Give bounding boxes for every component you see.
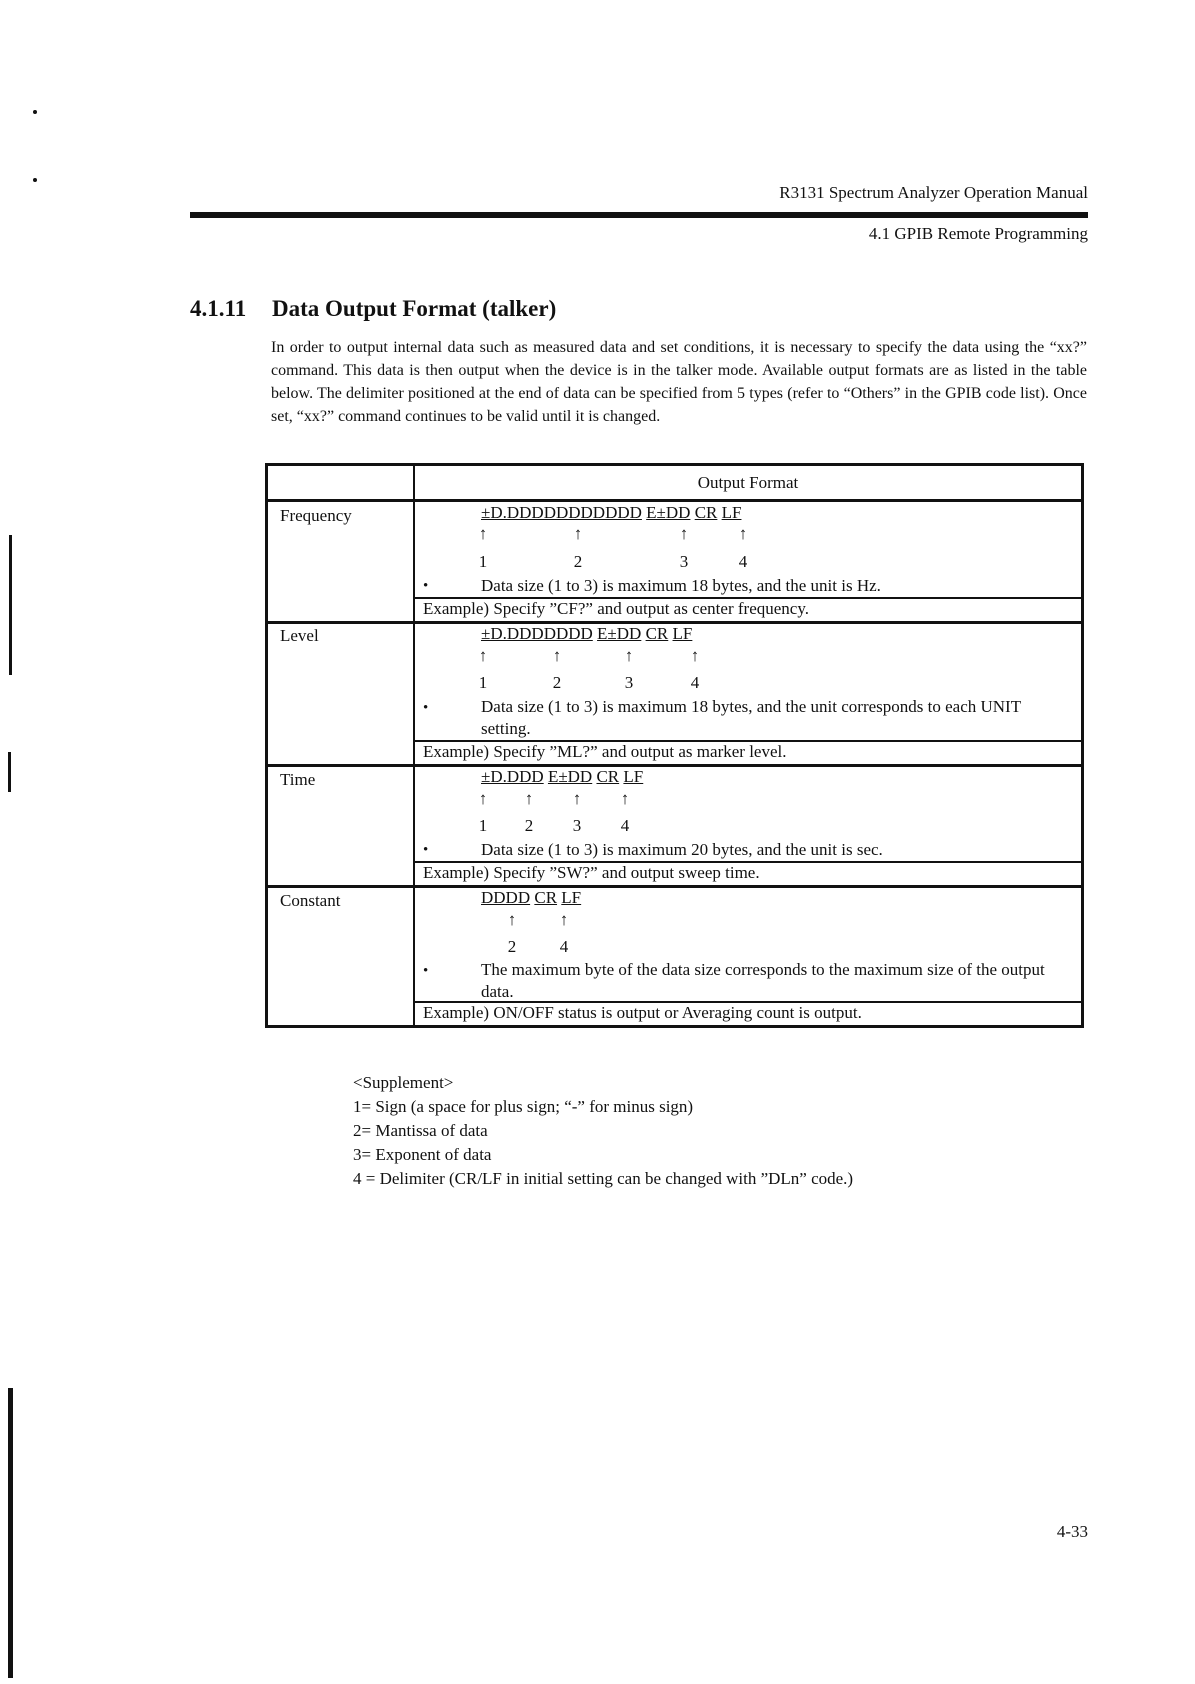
marker-number: 4 [738, 552, 748, 571]
format-example: Example) ON/OFF status is output or Averaging count is output. [423, 1003, 862, 1022]
marker-number: 4 [690, 673, 700, 692]
marker-number: 3 [624, 673, 634, 692]
format-cr: CR [694, 503, 718, 522]
scan-mark [8, 752, 11, 792]
format-note: Data size (1 to 3) is maximum 18 bytes, and the unit corresponds to each UNIT setting. [481, 697, 1021, 738]
marker-number: 2 [524, 816, 534, 835]
header-rule [268, 499, 1081, 502]
page-number: 4-33 [1056, 1522, 1088, 1541]
marker-number: 1 [478, 816, 488, 835]
section-heading [190, 296, 556, 322]
format-note: The maximum byte of the data size corresponds to the maximum size of the output data. [481, 960, 1045, 1001]
marker-number: 3 [679, 552, 689, 571]
format-note: Data size (1 to 3) is maximum 20 bytes, and the unit is sec. [481, 840, 883, 859]
supplement-item: 2= Mantissa of data [353, 1121, 488, 1140]
format-lf: LF [721, 503, 742, 522]
row-rule [268, 764, 1081, 767]
format-string [481, 888, 581, 908]
bullet-icon: • [423, 578, 429, 594]
format-lf: LF [672, 624, 693, 643]
format-exponent: E±DD [646, 503, 691, 522]
format-cr: CR [534, 888, 558, 907]
scan-mark [9, 535, 12, 675]
up-arrow-icon: ↑ [573, 524, 583, 543]
supplement-title: <Supplement> [353, 1073, 454, 1092]
up-arrow-icon: ↑ [552, 646, 562, 665]
up-arrow-icon: ↑ [478, 524, 488, 543]
format-lf: LF [561, 888, 582, 907]
up-arrow-icon: ↑ [690, 646, 700, 665]
format-exponent: E±DD [597, 624, 642, 643]
format-lf: LF [623, 767, 644, 786]
up-arrow-icon: ↑ [559, 910, 569, 929]
supplement-item: 3= Exponent of data [353, 1145, 492, 1164]
format-mantissa: ±D.DDDDDDD [481, 624, 593, 643]
row-label-level: Level [280, 626, 319, 645]
header-rule [190, 212, 1088, 218]
up-arrow-icon: ↑ [624, 646, 634, 665]
up-arrow-icon: ↑ [478, 646, 488, 665]
bullet-icon: • [423, 963, 429, 979]
section-title: Data Output Format (talker) [272, 296, 557, 321]
format-data: DDDD [481, 888, 531, 907]
up-arrow-icon: ↑ [478, 789, 488, 808]
format-cr: CR [596, 767, 620, 786]
chapter-title: 4.1 GPIB Remote Programming [868, 224, 1088, 243]
format-string [481, 767, 643, 787]
up-arrow-icon: ↑ [524, 789, 534, 808]
bullet-icon: • [423, 842, 429, 858]
format-example: Example) Specify ”CF?” and output as center frequency. [423, 599, 809, 618]
format-cr: CR [645, 624, 669, 643]
row-label-constant: Constant [280, 891, 341, 910]
marker-number: 4 [620, 816, 630, 835]
format-example: Example) Specify ”ML?” and output as marker level. [423, 742, 787, 761]
manual-title: R3131 Spectrum Analyzer Operation Manual [779, 183, 1088, 202]
output-format-table [265, 463, 1084, 1028]
up-arrow-icon: ↑ [738, 524, 748, 543]
up-arrow-icon: ↑ [507, 910, 517, 929]
supplement-item: 1= Sign (a space for plus sign; “-” for minus sign) [353, 1097, 694, 1116]
row-rule [268, 885, 1081, 888]
table-header: Output Format [697, 473, 799, 492]
marker-number: 4 [559, 937, 569, 956]
scan-mark [8, 1388, 13, 1678]
format-note: Data size (1 to 3) is maximum 18 bytes, and the unit is Hz. [481, 576, 881, 595]
section-number: 4.1.11 [190, 296, 247, 321]
up-arrow-icon: ↑ [679, 524, 689, 543]
format-mantissa: ±D.DDDDDDDDDDD [481, 503, 642, 522]
marker-number: 1 [478, 552, 488, 571]
format-string [481, 503, 741, 523]
supplement-item: 4 = Delimiter (CR/LF in initial setting can be changed with ”DLn” code.) [353, 1169, 854, 1188]
format-mantissa: ±D.DDD [481, 767, 544, 786]
format-string [481, 624, 692, 644]
format-exponent: E±DD [547, 767, 593, 786]
row-label-time: Time [280, 770, 316, 789]
column-divider [413, 466, 415, 1025]
scan-mark [33, 178, 37, 182]
bullet-icon: • [423, 700, 429, 716]
row-label-frequency: Frequency [280, 506, 352, 525]
scan-mark [33, 110, 37, 114]
marker-number: 3 [572, 816, 582, 835]
up-arrow-icon: ↑ [572, 789, 582, 808]
marker-number: 2 [552, 673, 562, 692]
marker-number: 2 [573, 552, 583, 571]
marker-number: 1 [478, 673, 488, 692]
up-arrow-icon: ↑ [620, 789, 630, 808]
intro-paragraph: In order to output internal data such as measured data and set conditions, it is necessary to specify the data using the “xx?” command. This data is then output when the device is in the talker mode. Available output formats are as listed in the table below. The delimiter positioned at the end of data can be specified from 5 types (refer to “Others” in the GPIB code list). Once set, “xx?” command continues to be valid until it is changed. [271, 339, 1087, 425]
marker-number: 2 [507, 937, 517, 956]
supplement [353, 1071, 853, 1191]
format-example: Example) Specify ”SW?” and output sweep time. [423, 863, 760, 882]
